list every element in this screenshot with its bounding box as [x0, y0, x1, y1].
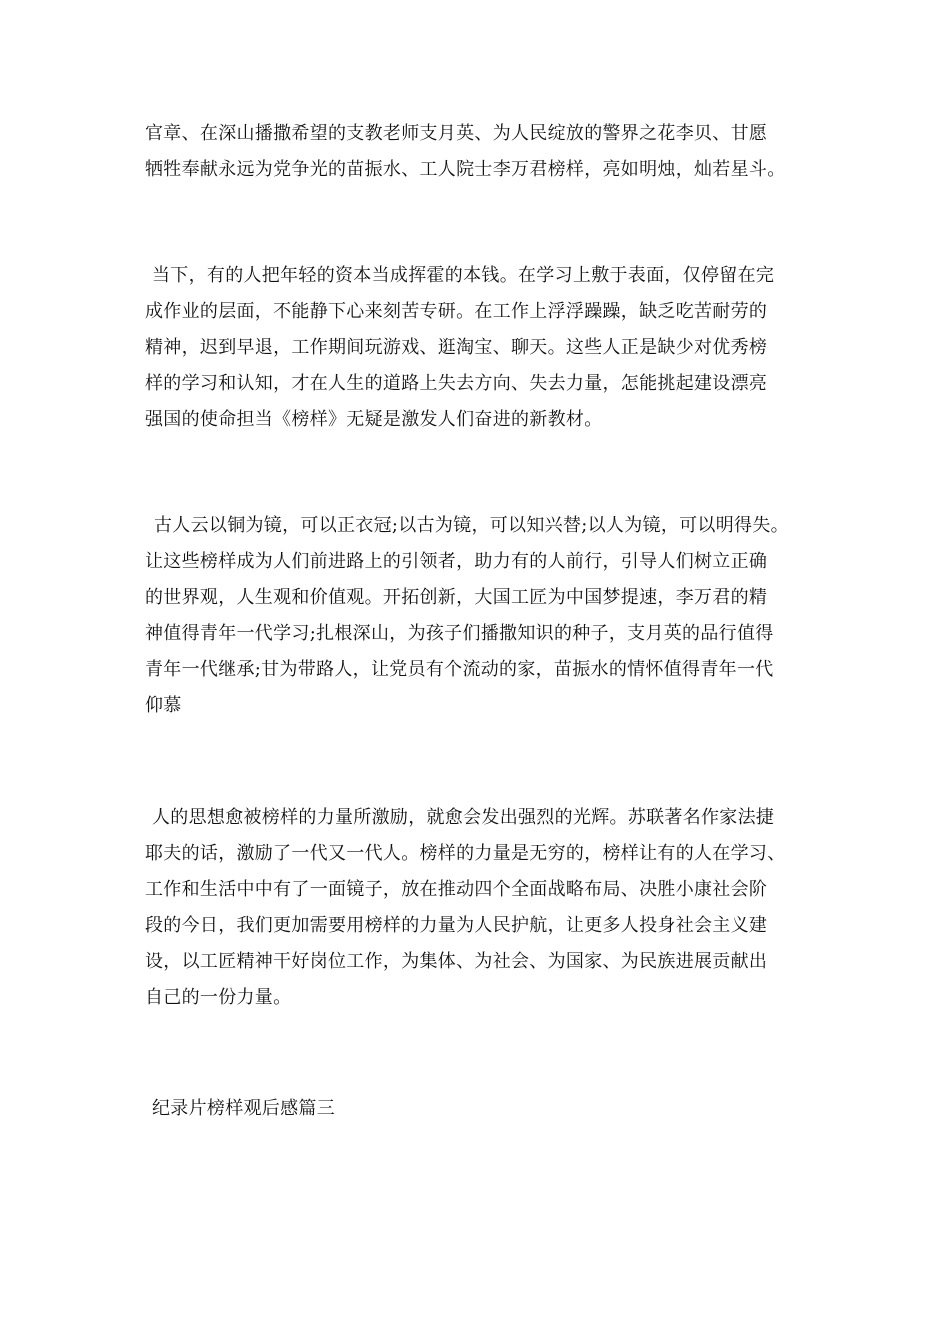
text-line: 工作和生活中中有了一面镜子，放在推动四个全面战略布局、决胜小康社会阶 [145, 879, 768, 900]
text-line: 设，以工匠精神干好岗位工作，为集体、为社会、为国家、为民族进展贡献出 [145, 951, 768, 972]
text-line: 精神，迟到早退，工作期间玩游戏、逛淘宝、聊天。这些人正是缺少对优秀榜 [145, 337, 768, 358]
text-line: 段的今日，我们更加需要用榜样的力量为人民护航，让更多人投身社会主义建 [145, 915, 768, 936]
text-line: 青年一代继承;甘为带路人，让党员有个流动的家，苗振水的情怀值得青年一代 [145, 659, 774, 680]
text-line: 人的思想愈被榜样的力量所激励，就愈会发出强烈的光辉。苏联著名作家法捷 [152, 807, 775, 828]
text-line: 样的学习和认知，才在人生的道路上失去方向、失去力量，怎能挑起建设漂亮 [145, 373, 768, 394]
text-line: 的世界观，人生观和价值观。开拓创新，大国工匠为中国梦提速，李万君的精 [145, 587, 768, 608]
text-line: 仰慕 [145, 695, 182, 716]
text-line: 牺牲奉献永远为党争光的苗振水、工人院士李万君榜样，亮如明烛，灿若星斗。 [145, 159, 786, 180]
text-line: 古人云以铜为镜，可以正衣冠;以古为镜，可以知兴替;以人为镜，可以明得失。 [154, 515, 789, 536]
text-line: 让这些榜样成为人们前进路上的引领者，助力有的人前行，引导人们树立正确 [145, 551, 768, 572]
text-line: 当下，有的人把年轻的资本当成挥霍的本钱。在学习上敷于表面，仅停留在完 [152, 265, 775, 286]
text-line: 神值得青年一代学习;扎根深山，为孩子们播撒知识的种子，支月英的品行值得 [145, 623, 774, 644]
text-line: 耶夫的话，激励了一代又一代人。榜样的力量是无穷的，榜样让有的人在学习、 [145, 843, 786, 864]
heading-text: 纪录片榜样观后感篇三 [152, 1098, 335, 1119]
text-line: 官章、在深山播撒希望的支教老师支月英、为人民绽放的警界之花李贝、甘愿 [145, 123, 768, 144]
text-line: 强国的使命担当《榜样》无疑是激发人们奋进的新教材。 [145, 409, 603, 430]
text-line: 成作业的层面，不能静下心来刻苦专研。在工作上浮浮躁躁，缺乏吃苦耐劳的 [145, 301, 768, 322]
text-line: 自己的一份力量。 [145, 987, 292, 1008]
